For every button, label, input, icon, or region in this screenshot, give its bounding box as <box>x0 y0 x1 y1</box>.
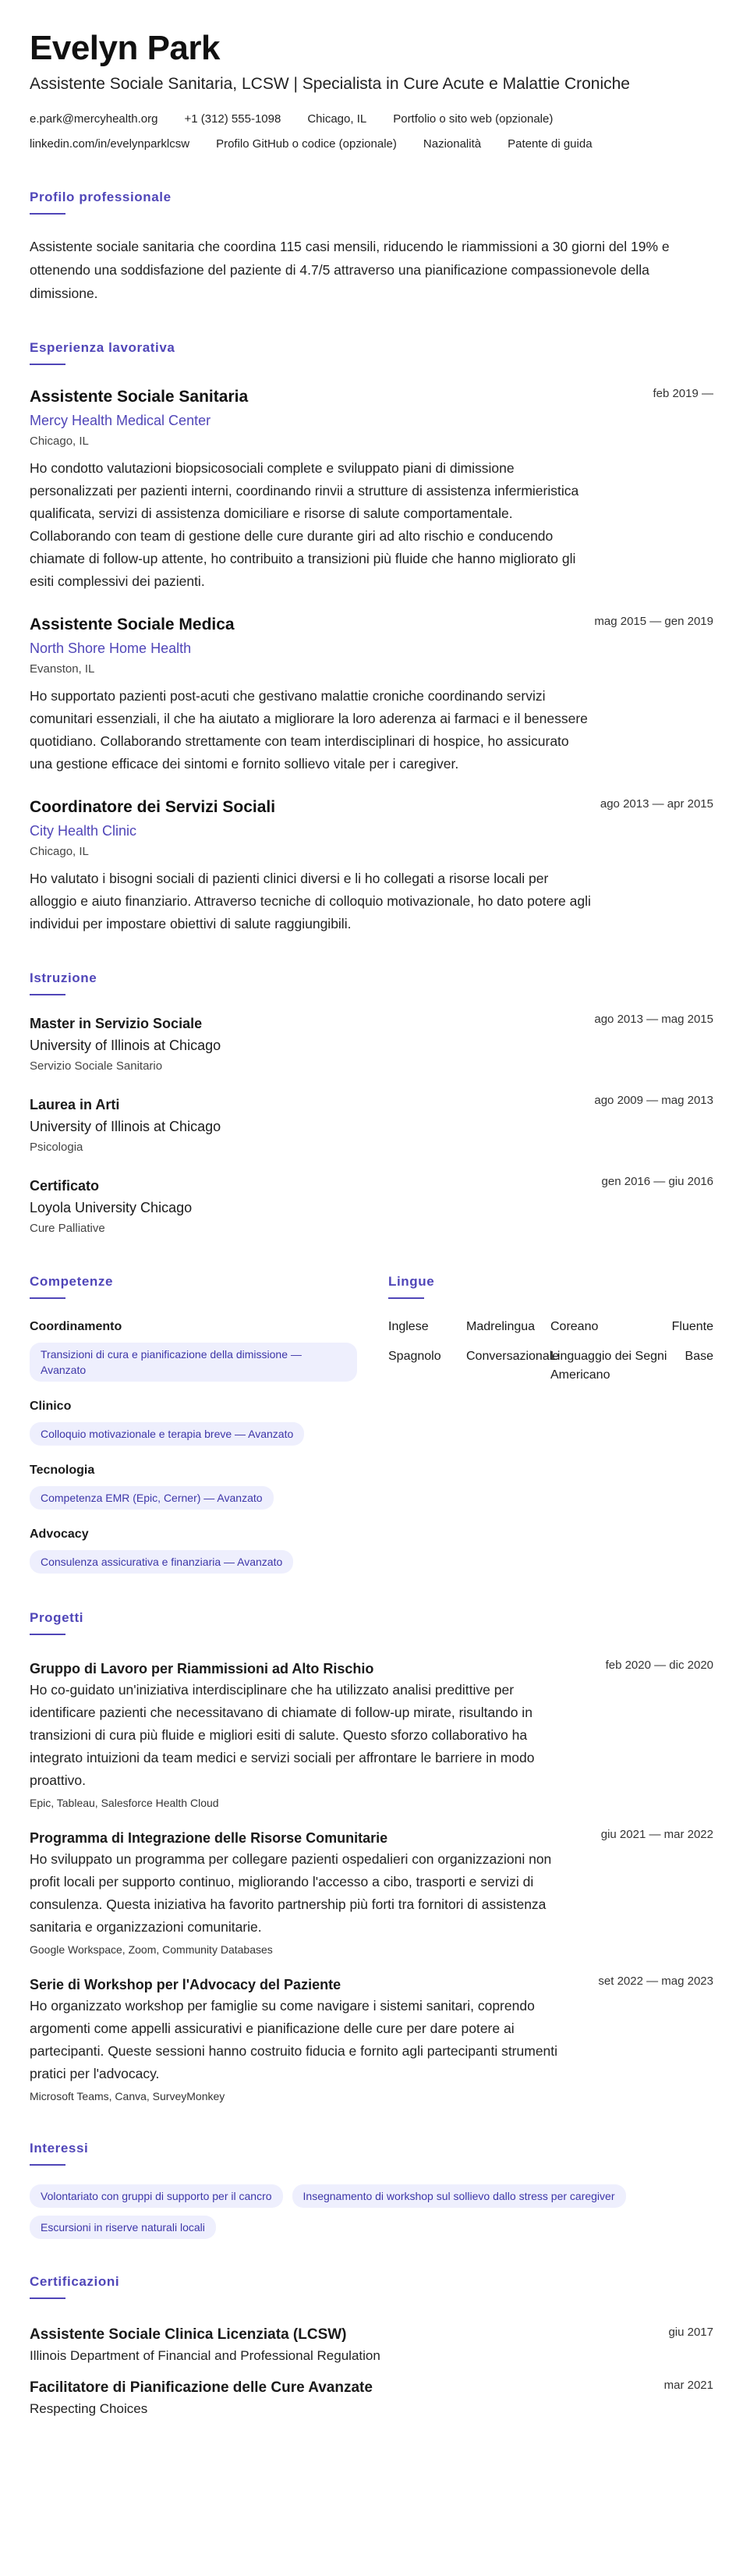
project-item <box>30 1828 713 1959</box>
language-level: Base <box>685 1350 713 1363</box>
project-title: Programma di Integrazione delle Risorse Comunitarie <box>30 1830 388 1846</box>
person-headline: Assistente Sociale Sanitaria, LCSW | Specialista in Cure Acute e Malattie Croniche <box>30 75 630 93</box>
contact-nationality: Nazionalità <box>423 137 482 151</box>
section-title-interests: Interessi <box>30 2141 89 2156</box>
section-title-projects: Progetti <box>30 1610 84 1625</box>
project-date: set 2022 — mag 2023 <box>598 1975 713 1988</box>
experience-role: Assistente Sociale Sanitaria <box>30 388 249 406</box>
skill-group-name: Advocacy <box>30 1528 89 1541</box>
section-divider <box>30 2164 65 2166</box>
contact-email[interactable]: e.park@mercyhealth.org <box>30 112 158 126</box>
education-degree: Master in Servizio Sociale <box>30 1016 203 1031</box>
education-school: University of Illinois at Chicago <box>30 1038 221 1053</box>
contact-portfolio[interactable]: Portfolio o sito web (opzionale) <box>393 112 554 126</box>
education-item <box>30 1175 713 1239</box>
language-name: Coreano <box>550 1320 599 1333</box>
education-degree: Certificato <box>30 1178 100 1194</box>
project-tools: Microsoft Teams, Canva, SurveyMonkey <box>30 2090 225 2102</box>
skills-section <box>30 1273 388 1574</box>
experience-description: Ho supportato pazienti post-acuti che gestivano malattie croniche coordinando servizi comunitari essenziali, il che ha aiutato a migliorare la loro aderenza ai farmaci e il benessere quotidiano. Collaborando strettamente con team interdisciplinari di hospice, ho assicurato una gestione efficace dei sintomi e fornito sollievo vitale per i caregiver. <box>30 688 588 772</box>
education-date: gen 2016 — giu 2016 <box>601 1175 713 1188</box>
experience-item <box>30 613 713 775</box>
person-name: Evelyn Park <box>30 29 220 67</box>
languages-section <box>388 1273 713 1574</box>
project-tools: Epic, Tableau, Salesforce Health Cloud <box>30 1797 219 1809</box>
education-date: ago 2009 — mag 2013 <box>594 1094 713 1107</box>
section-divider <box>30 364 65 365</box>
contact-github[interactable]: Profilo GitHub o codice (opzionale) <box>216 137 397 151</box>
education-school: Loyola University Chicago <box>30 1200 193 1215</box>
skills-languages-row <box>30 1273 713 1574</box>
certification-issuer: Respecting Choices <box>30 2401 148 2416</box>
section-divider <box>388 1297 424 1299</box>
project-description: Ho sviluppato un programma per collegare pazienti ospedalieri con organizzazioni non profit locali per supporto continuo, migliorando l'accesso a cibo, trasporti e servizi di consulenza. Questa iniziativa ha favorito partnership più forti tra fornitori di assistenza sanitaria e organizzazioni comunitarie. <box>30 1851 552 1935</box>
interest-chip: Escursioni in riserve naturali locali <box>30 2216 216 2239</box>
certification-date: mar 2021 <box>663 2379 713 2392</box>
education-section <box>30 970 713 1239</box>
experience-description: Ho valutato i bisogni sociali di pazienti clinici diversi e li ho collegati a risorse locali per alloggio e aiuto finanziario. Attraverso tecniche di colloquio motivazionale, ho dato potere agli individui per impostare obiettivi di salute raggiungibili. <box>30 871 591 931</box>
experience-role: Assistente Sociale Medica <box>30 616 235 633</box>
certifications-section <box>30 2273 713 2419</box>
certification-date: giu 2017 <box>668 2326 713 2339</box>
language-row <box>388 1318 713 1336</box>
skill-group <box>30 1525 388 1574</box>
skill-chip: Transizioni di cura e pianificazione della dimissione — Avanzato <box>30 1343 357 1382</box>
education-item <box>30 1013 713 1077</box>
experience-org: Mercy Health Medical Center <box>30 413 211 428</box>
experience-date: ago 2013 — apr 2015 <box>600 797 713 811</box>
project-description: Ho co-guidato un'iniziativa interdisciplinare che ha utilizzato analisi predittive per identificare pazienti che necessitavano di chiamate di follow-up mirate, risultando in transizioni di cura più fluide e migliori esiti di salute. Questo sforzo collaborativo ha integrato intuizioni da team medici e servizi sociali per affrontare le barriere in modo proattivo. <box>30 1682 535 1788</box>
experience-org: North Shore Home Health <box>30 640 192 656</box>
section-title-skills: Competenze <box>30 1274 114 1289</box>
education-degree: Laurea in Arti <box>30 1097 120 1112</box>
certification-title: Assistente Sociale Clinica Licenziata (LCSW) <box>30 2326 347 2343</box>
skill-chip: Consulenza assicurativa e finanziaria — Avanzato <box>30 1550 293 1574</box>
section-divider <box>30 2297 65 2299</box>
education-item <box>30 1094 713 1158</box>
certification-item <box>30 2377 713 2419</box>
project-item <box>30 1975 713 2106</box>
experience-date: mag 2015 — gen 2019 <box>594 615 713 628</box>
contact-list <box>30 109 713 154</box>
skill-group <box>30 1318 388 1382</box>
section-title-certifications: Certificazioni <box>30 2274 120 2289</box>
project-item <box>30 1659 713 1812</box>
interests-section <box>30 2140 713 2239</box>
skill-group <box>30 1397 388 1446</box>
resume-header <box>30 28 713 154</box>
education-field: Cure Palliative <box>30 1222 105 1235</box>
language-name: Linguaggio dei Segni Americano <box>550 1350 667 1382</box>
project-title: Serie di Workshop per l'Advocacy del Paziente <box>30 1977 341 1992</box>
contact-linkedin[interactable]: linkedin.com/in/evelynparklcsw <box>30 137 190 151</box>
section-divider <box>30 994 65 995</box>
education-date: ago 2013 — mag 2015 <box>594 1013 713 1026</box>
language-level: Madrelingua <box>466 1320 536 1333</box>
experience-section <box>30 339 713 935</box>
skill-group-name: Coordinamento <box>30 1320 122 1333</box>
contact-phone[interactable]: +1 (312) 555-1098 <box>184 112 281 126</box>
interest-chip: Insegnamento di workshop sul sollievo dallo stress per caregiver <box>292 2184 626 2208</box>
project-date: feb 2020 — dic 2020 <box>605 1659 713 1672</box>
education-field: Psicologia <box>30 1141 83 1154</box>
skill-group <box>30 1461 388 1510</box>
project-title: Gruppo di Lavoro per Riammissioni ad Alto Rischio <box>30 1661 374 1677</box>
section-title-experience: Esperienza lavorativa <box>30 340 175 355</box>
experience-location: Chicago, IL <box>30 845 89 858</box>
skill-group-name: Tecnologia <box>30 1464 95 1477</box>
section-divider <box>30 1297 65 1299</box>
experience-description: Ho condotto valutazioni biopsicosociali complete e sviluppato piani di dimissione personalizzati per pazienti interni, coordinando rinvii a strutture di assistenza infermieristica qualificata, servizi di assistenza domiciliare e risorse di salute comportamentale. Collaborando con team di gestione delle cure durante giri ad alto rischio e conducendo chiamate di follow-up attente, ho contribuito a transizioni più fluide che hanno migliorato gli esiti complessivi dei pazienti. <box>30 460 579 589</box>
contact-location: Chicago, IL <box>307 112 367 126</box>
certification-issuer: Illinois Department of Financial and Professional Regulation <box>30 2348 380 2363</box>
language-level: Fluente <box>671 1320 713 1333</box>
education-field: Servizio Sociale Sanitario <box>30 1059 163 1073</box>
experience-item <box>30 796 713 935</box>
skill-group-name: Clinico <box>30 1400 72 1413</box>
interest-chip-list <box>30 2184 713 2239</box>
skill-chip: Competenza EMR (Epic, Cerner) — Avanzato <box>30 1486 274 1510</box>
profile-section <box>30 189 713 305</box>
experience-role: Coordinatore dei Servizi Sociali <box>30 798 276 816</box>
interest-chip: Volontariato con gruppi di supporto per il cancro <box>30 2184 283 2208</box>
language-level: Conversazionale <box>466 1350 560 1363</box>
section-divider <box>30 213 65 215</box>
experience-item <box>30 385 713 593</box>
experience-org: City Health Clinic <box>30 823 137 839</box>
profile-summary: Assistente sociale sanitaria che coordina 115 casi mensili, riducendo le riammissioni a 30 giorni del 19% e ottenendo una soddisfazione del paziente di 4.7/5 attraverso una pianificazione compassionevole della dimissione. <box>30 239 670 301</box>
language-row <box>388 1347 713 1385</box>
section-title-education: Istruzione <box>30 970 97 985</box>
contact-driving-license: Patente di guida <box>508 137 593 151</box>
language-name: Spagnolo <box>388 1350 441 1363</box>
experience-location: Chicago, IL <box>30 435 89 448</box>
section-title-profile: Profilo professionale <box>30 190 172 204</box>
project-description: Ho organizzato workshop per famiglie su come navigare i sistemi sanitari, coprendo argomenti come appelli assicurativi e pianificazione delle cure per dare potere ai partecipanti. Queste sessioni hanno costruito fiducia e fornito agli partecipanti strumenti pratici per l'advocacy. <box>30 1998 558 2081</box>
certification-title: Facilitatore di Pianificazione delle Cure Avanzate <box>30 2379 373 2396</box>
education-school: University of Illinois at Chicago <box>30 1119 221 1134</box>
project-date: giu 2021 — mar 2022 <box>600 1828 713 1841</box>
section-divider <box>30 1634 65 1635</box>
language-name: Inglese <box>388 1320 429 1333</box>
certification-item <box>30 2324 713 2366</box>
skill-chip: Colloquio motivazionale e terapia breve — Avanzato <box>30 1422 304 1446</box>
experience-date: feb 2019 — <box>653 387 713 400</box>
project-tools: Google Workspace, Zoom, Community Databases <box>30 1943 273 1956</box>
projects-section <box>30 1609 713 2106</box>
experience-location: Evanston, IL <box>30 662 95 676</box>
section-title-languages: Lingue <box>388 1274 435 1289</box>
